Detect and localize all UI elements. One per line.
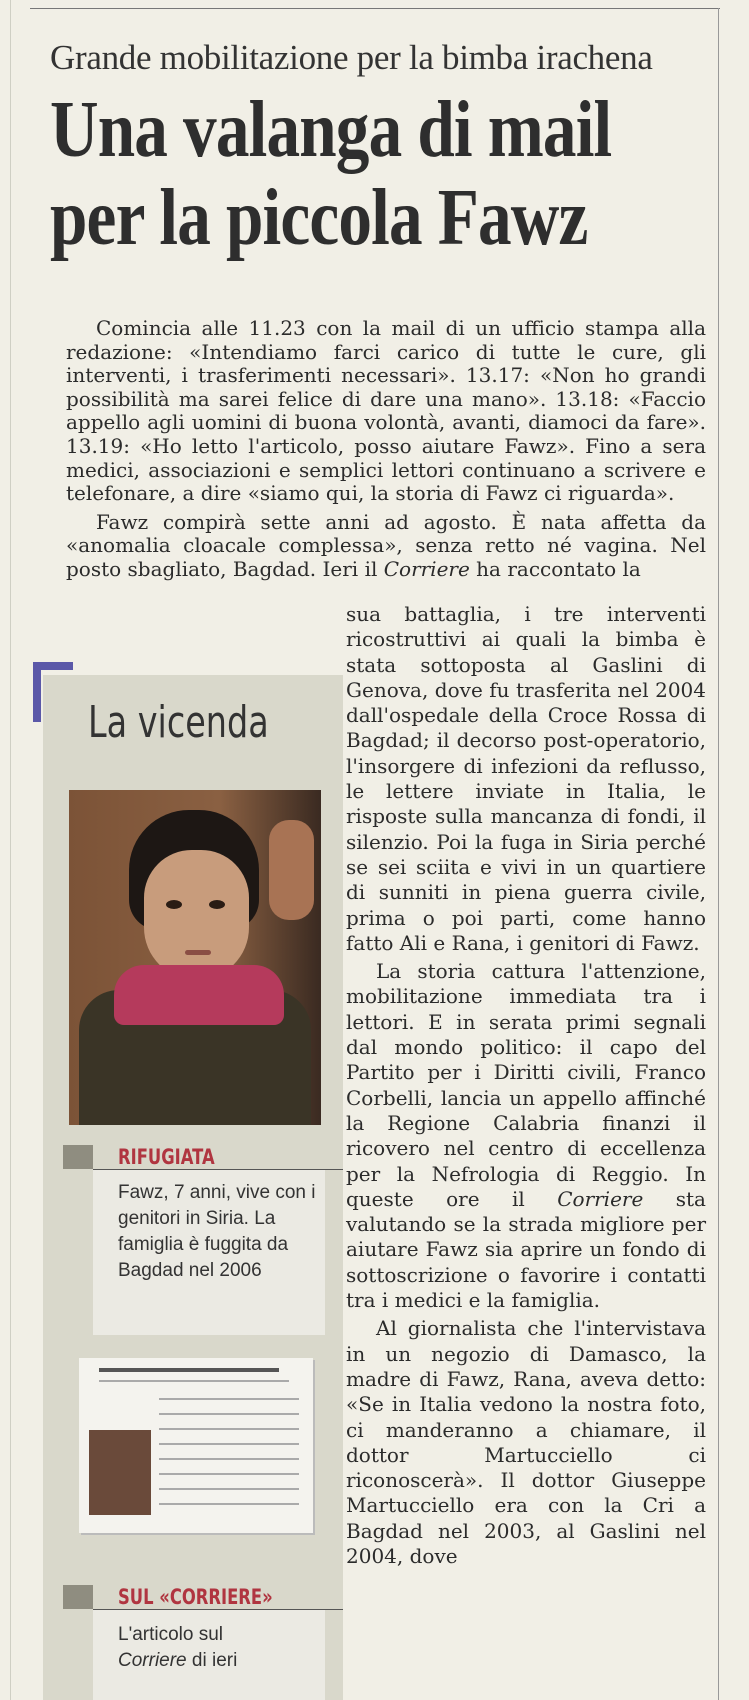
page-edge <box>10 0 11 1700</box>
sidebar-box <box>43 675 343 1700</box>
caption-sul-corriere: L'articolo sul Corriere di ieri <box>93 1610 325 1700</box>
newspaper-clipping-image <box>79 1358 313 1533</box>
headline-line-1: Una valanga di mail <box>50 84 612 174</box>
intro-text <box>66 317 706 582</box>
tag-rifugiata: RIFUGIATA <box>118 1145 215 1169</box>
body-paragraph-3: Al giornalista che l'intervistava in un negozio di Damasco, la madre di Fawz, Rana, aveva detto: «Se in Italia vedono la nostra foto, ci manderanno a chiamare, il dottor Martucciello ci riconoscerà». Il dottor Giuseppe Martucciello era con la Cri a Bagdad nel 2003, al Gaslini nel 2004, dove <box>346 1316 706 1568</box>
body-column <box>346 602 706 1569</box>
sidebar-title: La vicenda <box>88 697 269 748</box>
body-paragraph-1: sua battaglia, i tre interventi ricostruttivi ai quali la bimba è stata sottoposta al Gaslini di Genova, dove fu trasferita nel 2004 dall'ospedale della Croce Rossa di Bagdad; il decorso post-operatorio, l'insorgere di infezioni da reflusso, le lettere inviate in Italia, le risposte sulla mancanza di fondi, il silenzio. Poi la fuga in Siria perché se sei sciita e vivi in un quartiere di sunniti in piena guerra civile, prima o poi parti, come hanno fatto Ali e Rana, i genitori di Fawz. <box>346 602 706 955</box>
tag-marker-2 <box>63 1585 93 1609</box>
intro-paragraph-1: Comincia alle 11.23 con la mail di un ufficio stampa alla redazione: «Intendiamo farci carico di tutte le cure, gli interventi, i trasferimenti necessari». 13.17: «Non ho grandi possibilità ma sarei felice di dare una mano». 13.18: «Faccio appello agli uomini di buona volontà, avanti, diamoci da fare». 13.19: «Ho letto l'articolo, posso aiutare Fawz». Fino a sera medici, associazioni e semplici lettori continuano a scrivere e telefonare, a dire «siamo qui, la storia di Fawz ci riguarda». <box>66 316 706 506</box>
top-rule <box>30 8 720 9</box>
caption-rifugiata: Fawz, 7 anni, vive con i genitori in Siria. La famiglia è fuggita da Bagdad nel 2006 <box>93 1170 325 1335</box>
intro-paragraph-2: Fawz compirà sette anni ad agosto. È nata affetta da «anomalia cloacale complessa», senza retto né vagina. Nel posto sbagliato, Bagdad. Ieri il Corriere ha raccontato la <box>66 509 706 581</box>
body-paragraph-2: La storia cattura l'attenzione, mobilitazione immediata tra i lettori. E in serata primi segnali dal mondo politico: il capo del Partito per i Diritti civili, Franco Corbelli, lancia un appello affinché la Regione Calabria finanzi il ricovero nel centro di eccellenza per la Nefrologia di Reggio. In queste ore il Corriere sta valutando se la strada migliore per aiutare Fawz sia aprire un fondo di sottoscrizione o favorire i contatti tra i medici e la famiglia. <box>346 959 706 1313</box>
headline-line-2: per la piccola Fawz <box>50 172 588 262</box>
girl-photo <box>69 790 321 1125</box>
kicker: Grande mobilitazione per la bimba irachena <box>50 38 653 77</box>
headline <box>50 84 612 262</box>
sidebar-accent-vertical <box>33 662 41 722</box>
tag-sul-corriere: SUL «CORRIERE» <box>118 1585 273 1609</box>
sidebar-accent-horizontal <box>33 662 73 670</box>
tag-marker <box>63 1145 93 1169</box>
right-column-rule <box>718 8 719 1700</box>
